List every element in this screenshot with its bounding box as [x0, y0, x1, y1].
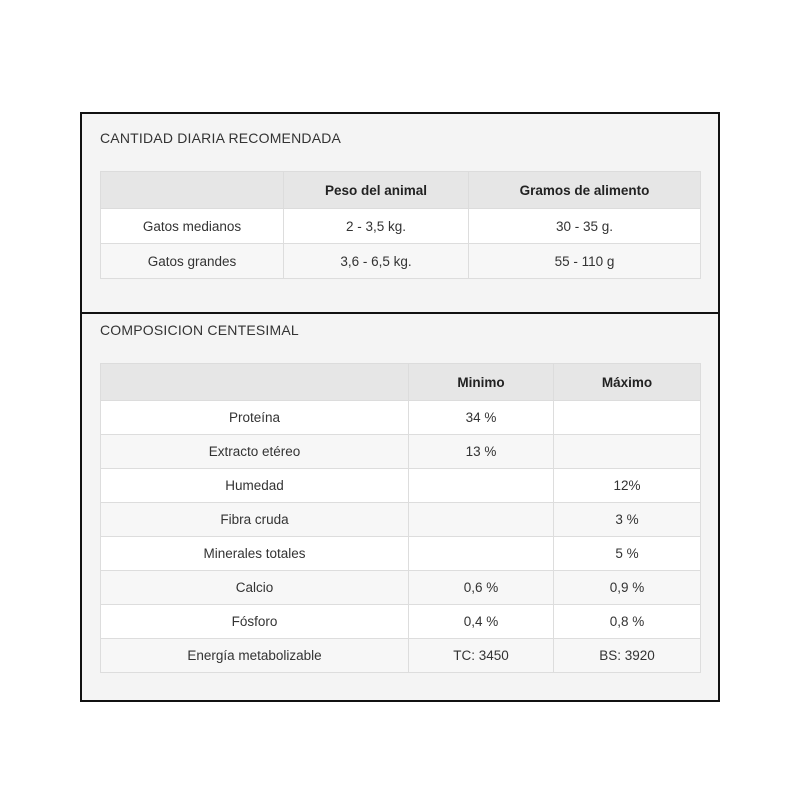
- header-cell-empty: [101, 364, 409, 401]
- composition-title: COMPOSICION CENTESIMAL: [100, 322, 299, 338]
- maximum-value: 0,8 %: [554, 605, 701, 639]
- row-label: Gatos grandes: [101, 244, 284, 279]
- minimum-value: 0,6 %: [409, 571, 554, 605]
- header-cell-minimum: Minimo: [409, 364, 554, 401]
- composition-panel: [80, 312, 720, 702]
- nutrient-label: Proteína: [101, 401, 409, 435]
- minimum-value: [409, 503, 554, 537]
- table-row: [101, 209, 701, 244]
- daily-amount-title: CANTIDAD DIARIA RECOMENDADA: [100, 130, 342, 146]
- maximum-value: [554, 401, 701, 435]
- table-header-row: [101, 364, 701, 401]
- minimum-value: [409, 537, 554, 571]
- minimum-value: 34 %: [409, 401, 554, 435]
- table-row: [101, 537, 701, 571]
- header-cell-weight: Peso del animal: [284, 172, 469, 209]
- minimum-value: [409, 469, 554, 503]
- maximum-value: 3 %: [554, 503, 701, 537]
- table-row: [101, 469, 701, 503]
- table-header-row: [101, 172, 701, 209]
- grams-value: 55 - 110 g: [469, 244, 701, 279]
- table-row: [101, 605, 701, 639]
- nutrient-label: Fósforo: [101, 605, 409, 639]
- nutrient-label: Calcio: [101, 571, 409, 605]
- table-row: [101, 401, 701, 435]
- maximum-value: BS: 3920: [554, 639, 701, 673]
- grams-value: 30 - 35 g.: [469, 209, 701, 244]
- maximum-value: [554, 435, 701, 469]
- table-row: [101, 639, 701, 673]
- nutrient-label: Fibra cruda: [101, 503, 409, 537]
- header-cell-grams: Gramos de alimento: [469, 172, 701, 209]
- table-row: [101, 503, 701, 537]
- minimum-value: 0,4 %: [409, 605, 554, 639]
- weight-value: 3,6 - 6,5 kg.: [284, 244, 469, 279]
- minimum-value: TC: 3450: [409, 639, 554, 673]
- header-cell-empty: [101, 172, 284, 209]
- nutrient-label: Humedad: [101, 469, 409, 503]
- table-row: [101, 435, 701, 469]
- table-row: [101, 244, 701, 279]
- composition-table: [100, 363, 701, 673]
- table-row: [101, 571, 701, 605]
- row-label: Gatos medianos: [101, 209, 284, 244]
- maximum-value: 0,9 %: [554, 571, 701, 605]
- weight-value: 2 - 3,5 kg.: [284, 209, 469, 244]
- maximum-value: 12%: [554, 469, 701, 503]
- nutrient-label: Minerales totales: [101, 537, 409, 571]
- header-cell-maximum: Máximo: [554, 364, 701, 401]
- maximum-value: 5 %: [554, 537, 701, 571]
- daily-amount-table: [100, 171, 701, 279]
- daily-amount-panel: [80, 112, 720, 315]
- minimum-value: 13 %: [409, 435, 554, 469]
- nutrient-label: Energía metabolizable: [101, 639, 409, 673]
- nutrient-label: Extracto etéreo: [101, 435, 409, 469]
